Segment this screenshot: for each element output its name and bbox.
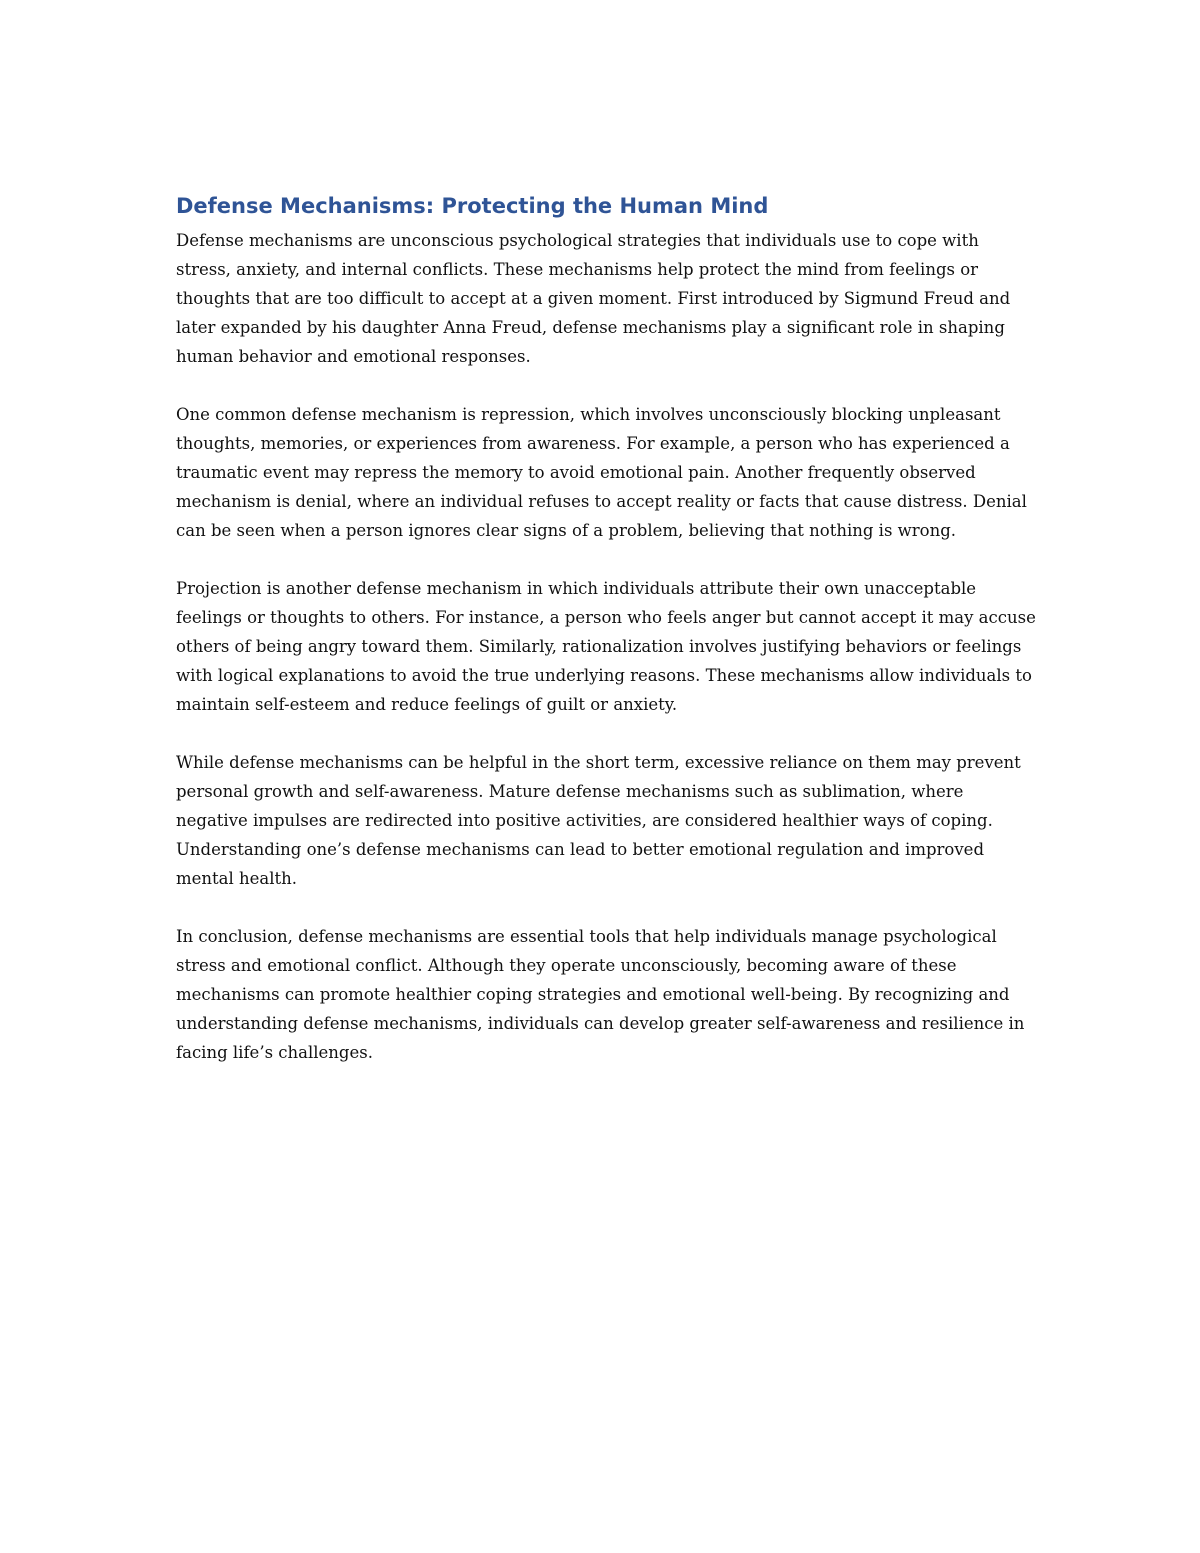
paragraph-repression-denial: One common defense mechanism is repression, which involves unconsciously blocking unpleasant thoughts, memories, or experiences from awareness. For example, a person who has experienced a traumatic event may repress the memory to avoid emotional pain. Another frequently observed mechanism is denial, where an individual refuses to accept reality or facts that cause distress. Denial can be seen when a person ignores clear signs of a problem, believing that nothing is wrong. (176, 405, 1027, 540)
document-body (176, 190, 1036, 1096)
paragraph-mature-mechanisms: While defense mechanisms can be helpful in the short term, excessive reliance on them may prevent personal growth and self-awareness. Mature defense mechanisms such as sublimation, where negative impulses are redirected into positive activities, are considered healthier ways of coping. Understanding one’s defense mechanisms can lead to better emotional regulation and improved mental health. (176, 753, 1021, 888)
paragraph-projection-rationalization: Projection is another defense mechanism in which individuals attribute their own unacceptable feelings or thoughts to others. For instance, a person who feels anger but cannot accept it may accuse others of being angry toward them. Similarly, rationalization involves justifying behaviors or feelings with logical explanations to avoid the true underlying reasons. These mechanisms allow individuals to maintain self-esteem and reduce feelings of guilt or anxiety. (176, 579, 1036, 714)
paragraph-conclusion: In conclusion, defense mechanisms are essential tools that help individuals manage psychological stress and emotional conflict. Although they operate unconsciously, becoming aware of these mechanisms can promote healthier coping strategies and emotional well-being. By recognizing and understanding defense mechanisms, individuals can develop greater self-awareness and resilience in facing life’s challenges. (176, 927, 1025, 1062)
paragraph-introduction: Defense mechanisms are unconscious psychological strategies that individuals use to cope with stress, anxiety, and internal conflicts. These mechanisms help protect the mind from feelings or thoughts that are too difficult to accept at a given moment. First introduced by Sigmund Freud and later expanded by his daughter Anna Freud, defense mechanisms play a significant role in shaping human behavior and emotional responses. (176, 231, 1011, 366)
document-title: Defense Mechanisms: Protecting the Human Mind (176, 194, 769, 218)
